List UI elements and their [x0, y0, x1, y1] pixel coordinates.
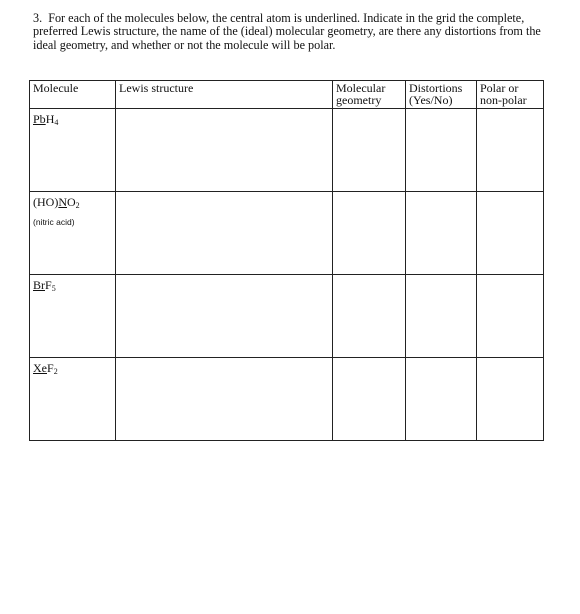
polarity-cell[interactable]	[477, 109, 544, 192]
molecular-geometry-cell[interactable]	[333, 358, 406, 441]
lewis-structure-cell[interactable]	[116, 275, 333, 358]
lewis-structure-cell[interactable]	[116, 358, 333, 441]
table-row	[30, 358, 544, 441]
polarity-cell[interactable]	[477, 192, 544, 275]
molecule-cell	[30, 275, 116, 358]
header-row	[30, 81, 544, 109]
table-row	[30, 275, 544, 358]
distortions-cell[interactable]	[406, 109, 477, 192]
header-polarity: Polar or non-polar	[477, 81, 544, 109]
table-row	[30, 109, 544, 192]
polarity-cell[interactable]	[477, 358, 544, 441]
molecule-formula: PbH$_4$	[33, 112, 59, 127]
molecule-cell	[30, 109, 116, 192]
molecule-cell	[30, 192, 116, 275]
molecular-geometry-cell[interactable]	[333, 192, 406, 275]
molecule-cell	[30, 358, 116, 441]
central-atom: Xe	[33, 361, 47, 375]
header-distortions: Distortions (Yes/No)	[406, 81, 477, 109]
header-molecule: Molecule	[30, 81, 116, 109]
molecular-geometry-cell[interactable]	[333, 275, 406, 358]
question-text	[33, 12, 553, 52]
answer-grid	[29, 80, 544, 441]
molecular-geometry-cell[interactable]	[333, 109, 406, 192]
molecule-formula: BrF$_5$	[33, 278, 56, 293]
distortions-cell[interactable]	[406, 192, 477, 275]
distortions-cell[interactable]	[406, 275, 477, 358]
question-body: For each of the molecules below, the central atom is underlined. Indicate in the grid the complete, preferred Lewis structure, the name of the (ideal) molecular geometry, are there any distortions from the ideal geometry, and whether or not the molecule will be polar.	[33, 11, 541, 52]
molecule-formula: XeF$_2$	[33, 361, 58, 376]
central-atom: N	[58, 195, 67, 209]
question-number: 3.	[33, 11, 43, 25]
central-atom: Pb	[33, 112, 46, 126]
central-atom: Br	[33, 278, 45, 292]
table-row	[30, 192, 544, 275]
molecule-note: (nitric acid)	[33, 217, 75, 227]
header-lewis-structure: Lewis structure	[116, 81, 333, 109]
polarity-cell[interactable]	[477, 275, 544, 358]
header-molecular-geometry: Molecular geometry	[333, 81, 406, 109]
lewis-structure-cell[interactable]	[116, 109, 333, 192]
molecule-formula: $(HO)NO_2$	[33, 195, 80, 210]
lewis-structure-cell[interactable]	[116, 192, 333, 275]
distortions-cell[interactable]	[406, 358, 477, 441]
